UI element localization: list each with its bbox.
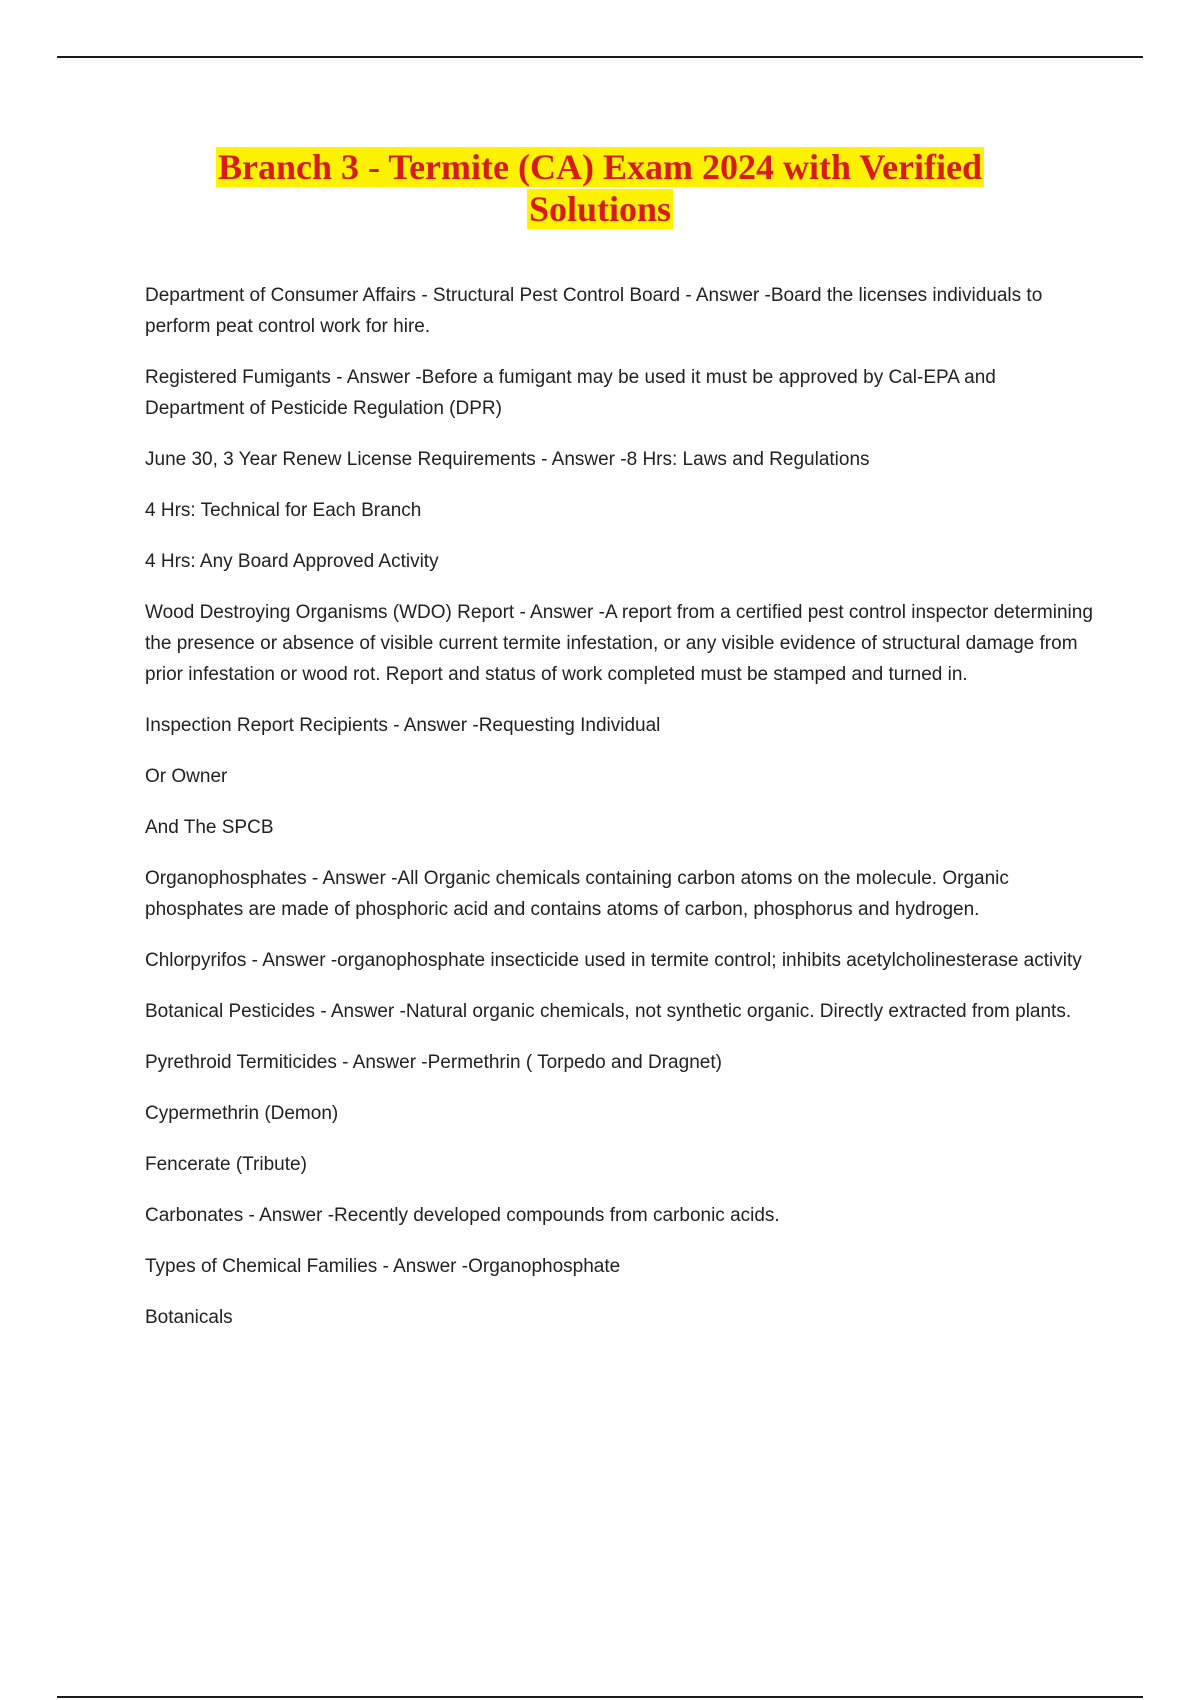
paragraph: June 30, 3 Year Renew License Requirements - Answer -8 Hrs: Laws and Regulations <box>145 449 870 470</box>
paragraph: Pyrethroid Termiticides - Answer -Permethrin ( Torpedo and Dragnet) <box>145 1052 722 1073</box>
document-title-text: Branch 3 - Termite (CA) Exam 2024 with Verified Solutions <box>218 147 982 229</box>
paragraph: Registered Fumigants - Answer -Before a fumigant may be used it must be approved by Cal-EPA and Department of Pesticide Regulation (DPR) <box>145 367 996 419</box>
paragraph: Types of Chemical Families - Answer -Organophosphate <box>145 1256 621 1277</box>
paragraph: And The SPCB <box>145 817 274 838</box>
bottom-rule <box>57 1696 1143 1698</box>
paragraph: Wood Destroying Organisms (WDO) Report - Answer -A report from a certified pest control inspector determining the presence or absence of visible current termite infestation, or any visible evidence of structural damage from prior infestation or wood rot. Report and status of work completed must be stamped and turned in. <box>145 602 1093 685</box>
document-body <box>145 280 1095 1353</box>
paragraph: Botanicals <box>145 1307 233 1328</box>
paragraph: Carbonates - Answer -Recently developed compounds from carbonic acids. <box>145 1205 780 1226</box>
paragraph: Inspection Report Recipients - Answer -Requesting Individual <box>145 715 661 736</box>
paragraph: 4 Hrs: Technical for Each Branch <box>145 500 422 521</box>
paragraph: Cypermethrin (Demon) <box>145 1103 339 1124</box>
paragraph: 4 Hrs: Any Board Approved Activity <box>145 551 439 572</box>
paragraph: Organophosphates - Answer -All Organic chemicals containing carbon atoms on the molecule. Organic phosphates are made of phosphoric acid and contains atoms of carbon, phosphorus and hydrogen. <box>145 868 1009 920</box>
paragraph: Botanical Pesticides - Answer -Natural organic chemicals, not synthetic organic. Directly extracted from plants. <box>145 1001 1072 1022</box>
title-block <box>0 146 1200 230</box>
top-rule <box>57 56 1143 58</box>
paragraph: Fencerate (Tribute) <box>145 1154 307 1175</box>
paragraph: Chlorpyrifos - Answer -organophosphate insecticide used in termite control; inhibits acetylcholinesterase activity <box>145 950 1082 971</box>
paragraph: Department of Consumer Affairs - Structural Pest Control Board - Answer -Board the licenses individuals to perform peat control work for hire. <box>145 285 1043 337</box>
paragraph: Or Owner <box>145 766 228 787</box>
document-title <box>190 146 1010 230</box>
